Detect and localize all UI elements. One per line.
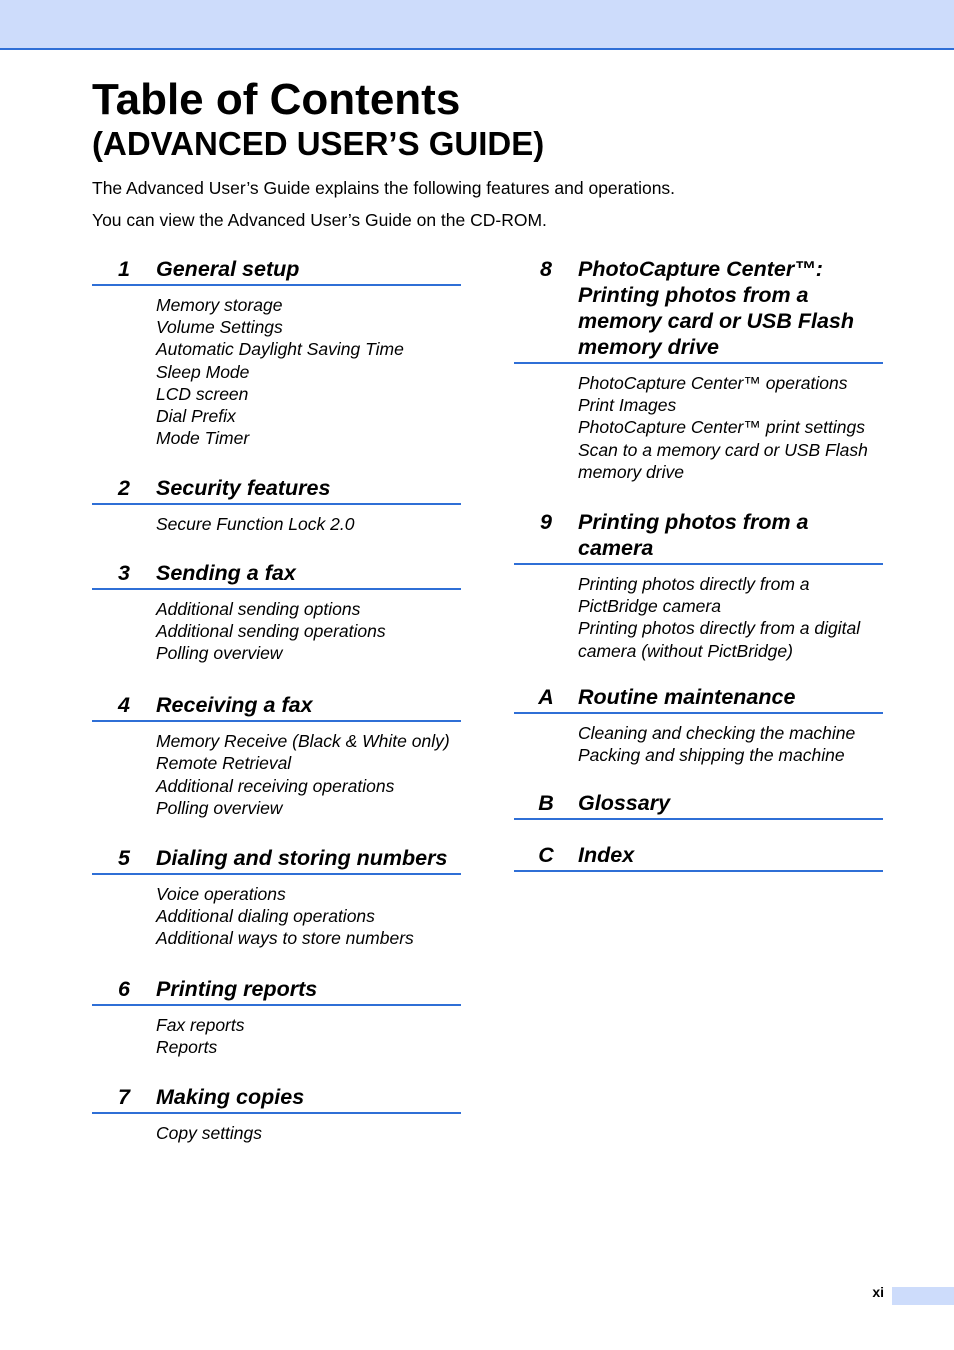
chapter-number: A: [538, 684, 554, 709]
chapter-title: General setup: [156, 257, 300, 281]
chapter-heading[interactable]: [92, 560, 461, 590]
chapter-heading[interactable]: [514, 256, 883, 364]
page-title: Table of Contents: [92, 75, 461, 124]
chapter-entry: [514, 842, 883, 872]
chapter-entry: [514, 790, 883, 820]
chapter-topic[interactable]: Scan to a memory card or USB Flash memory drive: [578, 439, 868, 482]
chapter-topic[interactable]: Cleaning and checking the machine: [578, 722, 856, 743]
chapter-number: 6: [118, 976, 130, 1001]
chapter-entry: [92, 475, 461, 535]
chapter-title: Index: [578, 843, 635, 868]
page-number: xi: [872, 1284, 884, 1300]
chapter-title: Dialing and storing numbers: [156, 846, 448, 871]
chapter-topic-list: [92, 505, 461, 535]
chapter-topic[interactable]: PhotoCapture Center™ operations: [578, 373, 848, 393]
chapter-topic-list: [92, 590, 461, 665]
chapter-heading[interactable]: [514, 842, 883, 872]
chapter-topic[interactable]: Additional sending options: [156, 598, 361, 619]
chapter-entry: [92, 560, 461, 665]
chapter-title: PhotoCapture Center™: Printing photos from a memory card or USB Flash memory drive: [578, 257, 855, 359]
chapter-topic-list: [92, 1006, 461, 1058]
chapter-title: Security features: [156, 476, 331, 501]
chapter-entry: [92, 976, 461, 1058]
chapter-entry: [514, 509, 883, 662]
chapter-entry: [514, 256, 883, 483]
chapter-title: Routine maintenance: [578, 684, 796, 709]
chapter-entry: [92, 845, 461, 950]
chapter-topic[interactable]: Printing photos directly from a digital camera (without PictBridge): [578, 618, 861, 661]
toc-right-column: [514, 256, 883, 872]
chapter-topic-list: [514, 714, 883, 766]
chapter-topic[interactable]: Voice operations: [156, 884, 286, 905]
chapter-number: 1: [118, 257, 130, 281]
chapter-topic-list: [514, 364, 883, 483]
chapter-topic[interactable]: Polling overview: [156, 643, 283, 664]
chapter-heading[interactable]: [92, 692, 461, 722]
chapter-entry: [92, 692, 461, 819]
chapter-topic-list: [514, 565, 883, 662]
chapter-topic[interactable]: Reports: [156, 1036, 218, 1057]
chapter-heading[interactable]: [92, 845, 461, 875]
chapter-topic[interactable]: Print Images: [578, 395, 677, 416]
chapter-topic[interactable]: Memory storage: [156, 295, 283, 315]
page-subtitle: (ADVANCED USER’S GUIDE): [92, 125, 545, 162]
chapter-heading[interactable]: [514, 790, 883, 820]
chapter-number: 3: [118, 560, 130, 585]
intro-line-1: The Advanced User’s Guide explains the following features and operations.: [92, 178, 676, 198]
chapter-entry: [514, 684, 883, 766]
chapter-topic[interactable]: Memory Receive (Black & White only): [156, 731, 450, 752]
chapter-topic[interactable]: Secure Function Lock 2.0: [156, 514, 355, 535]
chapter-heading[interactable]: [92, 256, 461, 286]
chapter-topic[interactable]: Remote Retrieval: [156, 753, 292, 774]
chapter-topic[interactable]: Copy settings: [156, 1123, 263, 1144]
chapter-number: 7: [118, 1085, 130, 1110]
chapter-heading[interactable]: [92, 1084, 461, 1114]
chapter-topic[interactable]: LCD screen: [156, 383, 249, 404]
chapter-number: 4: [118, 693, 130, 718]
chapter-heading[interactable]: [92, 976, 461, 1006]
chapter-topic[interactable]: Additional sending operations: [156, 620, 386, 641]
chapter-topic-list: [92, 722, 461, 819]
chapter-entry: [92, 256, 461, 449]
chapter-topic[interactable]: Polling overview: [156, 797, 283, 818]
chapter-number: 9: [540, 510, 552, 535]
chapter-title: Printing reports: [156, 976, 318, 1001]
toc-left-column: [92, 256, 461, 1144]
chapter-number: 5: [118, 846, 130, 871]
chapter-topic-list: [92, 1114, 461, 1144]
chapter-topic[interactable]: Additional dialing operations: [156, 906, 375, 927]
chapter-number: 2: [118, 476, 130, 501]
chapter-topic[interactable]: Printing photos directly from a PictBridge camera: [578, 574, 810, 617]
chapter-topic[interactable]: Sleep Mode: [156, 361, 250, 382]
chapter-title: Making copies: [156, 1085, 305, 1110]
chapter-topic[interactable]: Additional receiving operations: [156, 775, 395, 796]
chapter-number: B: [538, 791, 554, 816]
page-number-tab: [892, 1287, 954, 1305]
chapter-topic[interactable]: Volume Settings: [156, 317, 283, 338]
chapter-heading[interactable]: [514, 509, 883, 565]
chapter-number: C: [538, 843, 554, 868]
chapter-heading[interactable]: [514, 684, 883, 714]
chapter-title: Glossary: [578, 791, 671, 816]
chapter-topic[interactable]: Packing and shipping the machine: [578, 745, 845, 766]
chapter-number: 8: [540, 257, 552, 281]
chapter-topic[interactable]: PhotoCapture Center™ print settings: [578, 417, 865, 438]
chapter-entry: [92, 1084, 461, 1144]
chapter-topic-list: [92, 286, 461, 449]
chapter-title: Printing photos from a camera: [578, 510, 809, 561]
header-band: [0, 0, 954, 50]
intro-line-2: You can view the Advanced User’s Guide on the CD-ROM.: [92, 210, 547, 230]
chapter-heading[interactable]: [92, 475, 461, 505]
chapter-topic[interactable]: Mode Timer: [156, 428, 250, 449]
chapter-title: Receiving a fax: [156, 693, 313, 718]
chapter-topic[interactable]: Fax reports: [156, 1014, 245, 1035]
chapter-topic[interactable]: Additional ways to store numbers: [156, 928, 414, 949]
chapter-topic[interactable]: Dial Prefix: [156, 406, 236, 427]
chapter-topic-list: [92, 875, 461, 950]
chapter-title: Sending a fax: [156, 560, 296, 585]
chapter-topic[interactable]: Automatic Daylight Saving Time: [156, 339, 404, 360]
